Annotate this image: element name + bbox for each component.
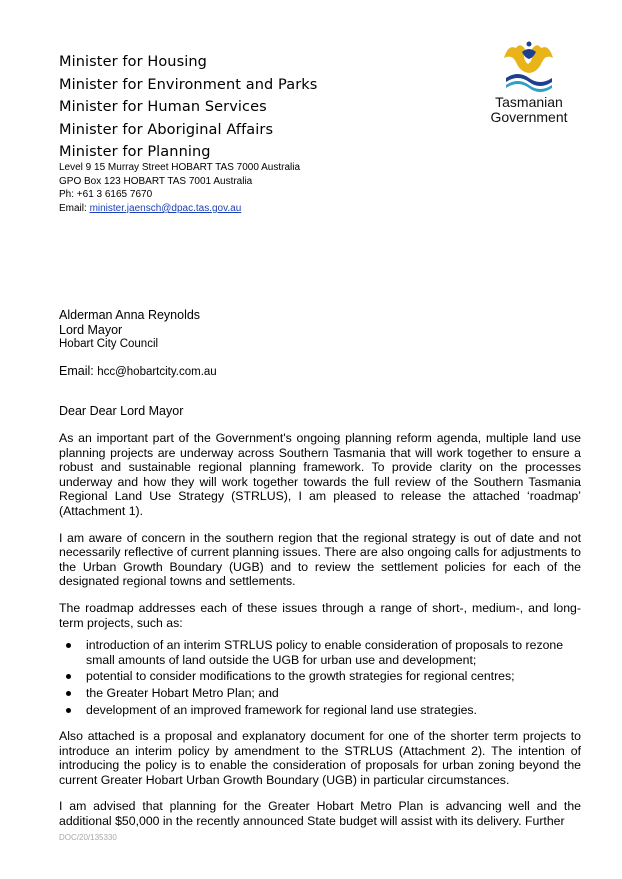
letter-body xyxy=(59,431,581,841)
recipient-position: Lord Mayor xyxy=(59,322,123,337)
minister-title: Minister for Human Services xyxy=(59,99,267,115)
minister-email-link[interactable]: minister.jaensch@dpac.tas.gov.au xyxy=(89,202,242,214)
recipient-email-value: hcc@hobartcity.com.au xyxy=(97,366,217,378)
logo-text-tasmanian: Tasmanian xyxy=(495,94,563,110)
address-line: GPO Box 123 HOBART TAS 7001 Australia xyxy=(59,175,253,187)
salutation: Dear Dear Lord Mayor xyxy=(59,404,184,418)
body-paragraph: Also attached is a proposal and explanatory document for one of the shorter term projects to introduce an interim policy by amendment to the STRLUS (Attachment 2). The intention of introducing the policy is to enable the consideration of proposals for urban zoning beyond the current Greater Hobart Urban Growth Boundary (UGB) in particular circumstances. xyxy=(59,729,581,787)
list-item: development of an improved framework for regional land use strategies. xyxy=(82,703,581,718)
tasmanian-tiger-emblem-icon xyxy=(498,40,560,95)
body-paragraph: The roadmap addresses each of these issues through a range of short-, medium-, and long-term projects, such as: xyxy=(59,600,581,630)
minister-title: Minister for Housing xyxy=(59,54,207,70)
minister-title: Minister for Planning xyxy=(59,144,211,160)
email-label: Email: xyxy=(59,202,90,214)
minister-title: Minister for Environment and Parks xyxy=(59,76,318,93)
minister-titles xyxy=(59,51,317,164)
list-item: the Greater Hobart Metro Plan; and xyxy=(82,686,581,701)
project-list xyxy=(59,638,581,717)
body-paragraph: I am aware of concern in the southern region that the regional strategy is out of date and not necessarily reflective of current planning issues. There are also ongoing calls for adjustments to the Urban Growth Boundary (UGB) and to review the settlement policies for each of the designated regional towns and settlements. xyxy=(59,530,581,589)
recipient-block xyxy=(59,308,200,352)
body-paragraph: As an important part of the Government's ongoing planning reform agenda, multiple land use planning projects are underway across Southern Tasmania that will work together to ensure a robust and sustainable regional planning framework. To provide clarity on the processes underway and how they will work together towards the full review of the Southern Tasmania Regional Land Use Strategy (STRLUS), I am pleased to release the attached ‘roadmap’ (Attachment 1). xyxy=(59,431,581,518)
list-item: introduction of an interim STRLUS policy to enable consideration of proposals to rezone small amounts of land outside the UGB for urban use and development; xyxy=(82,638,581,667)
phone-line: Ph: +61 3 6165 7670 xyxy=(59,189,153,201)
email-line xyxy=(59,202,300,216)
list-item: potential to consider modifications to the growth strategies for regional centres; xyxy=(82,669,581,684)
recipient-name: Alderman Anna Reynolds xyxy=(59,308,201,322)
tasmanian-government-logo xyxy=(474,40,584,125)
document-reference: DOC/20/135330 xyxy=(59,833,117,842)
logo-text-government: Government xyxy=(490,109,568,125)
address-line: Level 9 15 Murray Street HOBART TAS 7000 Australia xyxy=(59,162,301,173)
body-paragraph: I am advised that planning for the Greater Hobart Metro Plan is advancing well and the additional $50,000 in the recently announced State budget will assist with its delivery. Further xyxy=(59,799,581,829)
minister-address xyxy=(59,161,300,215)
recipient-email-label: Email: xyxy=(59,364,98,378)
recipient-organisation: Hobart City Council xyxy=(59,338,159,350)
recipient-email xyxy=(59,364,217,378)
minister-title: Minister for Aboriginal Affairs xyxy=(59,121,274,138)
